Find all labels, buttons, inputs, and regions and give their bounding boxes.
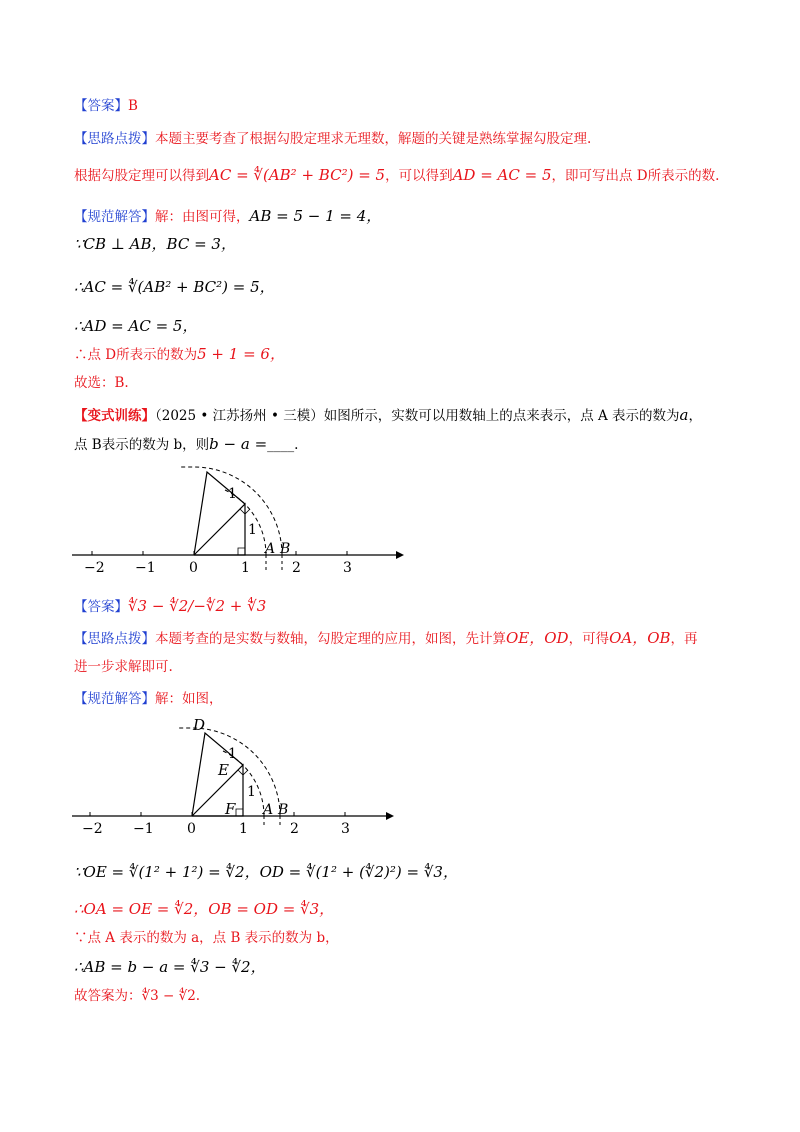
part2-step-4: ∴AB = b − a = ∜3 − ∜2，: [74, 958, 266, 976]
unit-label: 1: [228, 746, 237, 762]
solution-line-2: [74, 689, 223, 709]
point-a-label: A: [263, 802, 274, 818]
variant-source: （2025 • 江苏扬州 • 三模）: [155, 408, 324, 424]
part2-step-1: ∵OE = ∜(1² + 1²) = ∜2，OD = ∜(1² + (∜2)²) = ∜3，: [74, 863, 458, 881]
question-a-var: a: [679, 406, 689, 424]
tick-label: 3: [343, 560, 352, 576]
idea-line-2: [74, 628, 698, 649]
idea-text: 本题主要考查了根据勾股定理求无理数，解题的关键是熟练掌握勾股定理.: [155, 131, 592, 147]
idea-detail-c: ，即可写出点 D所表示的数.: [551, 168, 720, 184]
tick-label: −2: [84, 560, 105, 576]
solution-tag: 【规范解答】: [74, 209, 155, 225]
tick-label: −1: [135, 560, 156, 576]
point-b-label: B: [280, 541, 291, 557]
solution-intro: 解：由图可得，: [155, 209, 250, 225]
tick-label: −2: [82, 821, 103, 837]
variant-line: [74, 405, 702, 426]
solution-intro-2: 解：如图，: [155, 691, 223, 707]
idea-detail-b: ，可以得到: [385, 168, 453, 184]
idea-text-a: 本题考查的是实数与数轴，勾股定理的应用，如图，先计算: [155, 631, 506, 647]
tick-label: 0: [189, 560, 198, 576]
part2-step-3: ∵点 A 表示的数为 a，点 B 表示的数为 b，: [74, 930, 339, 946]
tick-label: 0: [187, 821, 196, 837]
part2-step-2: ∴OA = OE = ∜2，OB = OD = ∜3，: [74, 900, 335, 918]
answer-line-1: [74, 96, 138, 116]
number-line-figure-2: [70, 716, 400, 842]
idea-detail-a: 根据勾股定理可以得到: [74, 168, 209, 184]
idea-detail-formula: AC = ∜(AB² + BC²) = 5: [209, 166, 386, 184]
question-b: 点 B表示的数为 b，则: [74, 437, 210, 453]
variant-tag: 【变式训练】: [74, 408, 155, 424]
answer-value: B: [128, 98, 138, 114]
tick-label: 3: [341, 821, 350, 837]
unit-label: 1: [248, 522, 257, 538]
step-3: ∴AD = AC = 5，: [74, 317, 198, 335]
step-4-math: 5 + 1 = 6，: [197, 345, 285, 363]
number-line-figure-1: [70, 462, 406, 582]
step-1: ∵CB ⊥ AB，BC = 3，: [74, 235, 236, 253]
question-a: 如图所示，实数可以用数轴上的点来表示，点 A 表示的数为: [323, 408, 680, 424]
point-b-label: B: [278, 802, 289, 818]
tick-label: 1: [239, 821, 248, 837]
solution-tag-2: 【规范解答】: [74, 691, 155, 707]
question-line-2: [74, 434, 298, 455]
idea-tag: 【思路点拨】: [74, 131, 155, 147]
idea-detail-formula2: AD = AC = 5: [452, 166, 552, 184]
idea-text-c: ，再: [670, 631, 698, 647]
point-d-label: D: [193, 716, 206, 734]
question-b-math: b − a =: [209, 435, 268, 453]
question-blank: ____.: [267, 437, 299, 453]
step-4-text: ∴点 D所表示的数为: [74, 347, 198, 363]
point-f-label: F: [225, 800, 236, 818]
idea-line-1: [74, 129, 591, 149]
idea-text-b: ，可得: [568, 631, 610, 647]
idea-line-3: 进一步求解即可.: [74, 659, 173, 675]
answer-line-2: [74, 596, 266, 617]
solution-ab: AB = 5 − 1 = 4，: [249, 207, 382, 225]
solution-line-1: [74, 206, 381, 227]
unit-label: 1: [247, 784, 256, 800]
answer-value-2: ∜3 − ∜2/−∜2 + ∜3: [128, 597, 267, 615]
tick-label: 2: [292, 560, 301, 576]
idea-detail-line: [74, 165, 719, 186]
tick-label: −1: [133, 821, 154, 837]
point-a-label: A: [265, 541, 276, 557]
step-2: ∴AC = ∜(AB² + BC²) = 5，: [74, 278, 275, 296]
idea-text-vars2: OA，OB: [609, 629, 671, 647]
question-a-end: ，: [688, 408, 702, 424]
idea-text-vars1: OE，OD: [506, 629, 569, 647]
unit-label: 1: [228, 486, 237, 502]
answer-tag: 【答案】: [74, 98, 128, 114]
part2-step-5: 故答案为：∜3 − ∜2.: [74, 988, 201, 1004]
point-e-label: E: [218, 761, 229, 779]
step-4: [74, 344, 285, 365]
choose-line: 故选：B.: [74, 375, 129, 391]
tick-label: 2: [290, 821, 299, 837]
tick-label: 1: [241, 560, 250, 576]
answer-tag-2: 【答案】: [74, 599, 128, 615]
idea-tag-2: 【思路点拨】: [74, 631, 155, 647]
